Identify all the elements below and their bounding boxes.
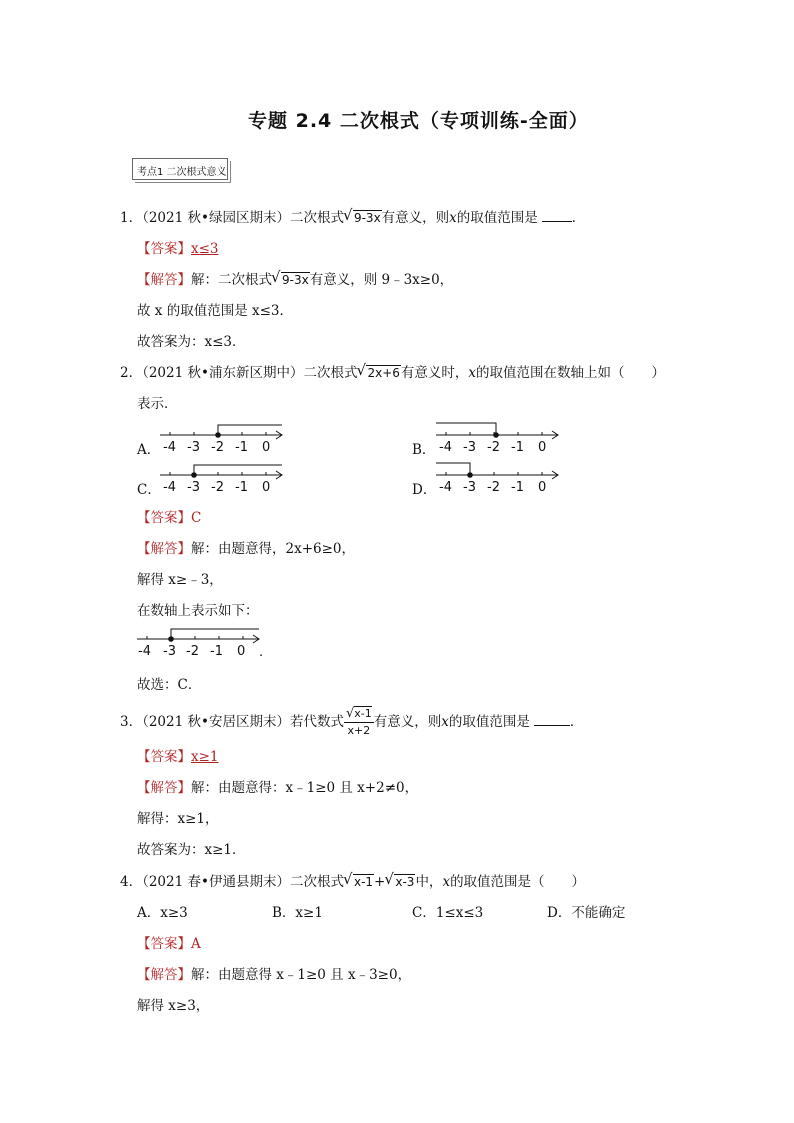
numberline-point <box>215 432 221 438</box>
svg-text:0: 0 <box>237 644 246 659</box>
q2-solution-line-1: 【解答】解：由题意得，2x+6≥0， <box>137 541 356 557</box>
q4-answer: 【答案】A <box>137 936 201 952</box>
svg-text:-4: -4 <box>163 480 176 495</box>
numberline-point <box>168 636 174 642</box>
q1-answer-blank <box>542 221 572 222</box>
question-1: 1．（2021 秋•绿园区期末）二次根式√ 9-3x有意义，则x的取值范围是 ． <box>120 210 585 226</box>
svg-text:-2: -2 <box>487 480 500 495</box>
svg-text:0: 0 <box>262 440 271 455</box>
svg-text:-4: -4 <box>163 440 176 455</box>
q2-radical: √ 2x+6 <box>358 365 400 381</box>
svg-text:-2: -2 <box>211 480 224 495</box>
svg-text:-4: -4 <box>138 644 151 659</box>
svg-text:-1: -1 <box>235 440 248 455</box>
q3-solution-line-3: 故答案为：x≥1． <box>137 842 246 858</box>
svg-text:-3: -3 <box>163 644 176 659</box>
section-tag: 考点1 二次根式意义 <box>132 158 228 180</box>
q3-solution-line-2: 解得：x≥1， <box>137 811 219 827</box>
q4-solution-line-1: 【解答】解：由题意得 x﹣1≥0 且 x﹣3≥0， <box>137 967 412 983</box>
q2-option-c-numberline <box>158 460 288 500</box>
svg-text:0: 0 <box>262 480 271 495</box>
q2-solution-line-2: 解得 x≥﹣3， <box>137 572 223 588</box>
q2-solution-line-4: 故选：C． <box>137 677 202 693</box>
svg-text:0: 0 <box>538 440 547 455</box>
svg-text:.: . <box>259 645 264 660</box>
svg-text:-3: -3 <box>463 480 476 495</box>
svg-text:0: 0 <box>538 480 547 495</box>
q4-option-c: C．1≤x≤3 <box>412 905 484 921</box>
svg-text:-4: -4 <box>439 440 452 455</box>
svg-text:-3: -3 <box>463 440 476 455</box>
q2-option-b-numberline <box>434 420 564 460</box>
q2-solution-line-3: 在数轴上表示如下： <box>137 603 259 619</box>
page-title: 专题 2.4 二次根式（专项训练-全面） <box>248 110 589 132</box>
svg-text:-3: -3 <box>187 480 200 495</box>
svg-text:-1: -1 <box>235 480 248 495</box>
q4-solution-line-2: 解得 x≥3， <box>137 998 210 1014</box>
q3-solution-line-1: 【解答】解：由题意得：x﹣1≥0 且 x+2≠0， <box>137 780 419 796</box>
q2-option-b-label: B． <box>412 442 436 458</box>
svg-text:-1: -1 <box>210 644 223 659</box>
q3-fraction: $\frac{√x-1}{x+2}$ <box>345 706 372 737</box>
q2-option-d-numberline <box>434 460 564 500</box>
q2-option-a-numberline <box>158 420 288 460</box>
svg-text:-2: -2 <box>211 440 224 455</box>
q1-number: 1． <box>120 210 143 226</box>
q2-option-a-label: A． <box>137 442 161 458</box>
q4-option-a: A．x≥3 <box>137 905 188 921</box>
q1-solution-line-2: 故 x 的取值范围是 x≤3． <box>137 303 294 319</box>
q4-radical-2: √ x-3 <box>386 874 415 890</box>
q4-option-d: D．不能确定 <box>547 905 626 921</box>
q2-option-c-label: C． <box>137 482 161 498</box>
svg-text:-2: -2 <box>186 644 199 659</box>
numberline-point <box>191 472 197 478</box>
svg-text:-4: -4 <box>439 480 452 495</box>
q1-source: （2021 秋•绿园区期末） <box>142 210 290 226</box>
q1-solution-line-3: 故答案为：x≤3． <box>137 334 246 350</box>
q2-option-d-label: D． <box>412 482 437 498</box>
question-4: 4．（2021 春•伊通县期末）二次根式√ x-1+√ x-3中，x的取值范围是（ ） <box>120 874 585 890</box>
svg-text:-2: -2 <box>487 440 500 455</box>
q1-radical: √ 9-3x <box>345 210 382 226</box>
question-3: 3．（2021 秋•安居区期末）若代数式 $\frac{√x-1}{x+2}$ 有意义，则x的取值范围是 ． <box>120 706 584 737</box>
q3-answer: 【答案】x≥1 <box>137 749 219 765</box>
q2-line-2: 表示． <box>137 396 178 412</box>
q4-radical-1: √ x-1 <box>345 874 374 890</box>
numberline-point <box>467 472 473 478</box>
q3-answer-blank <box>534 725 570 726</box>
question-2: 2．（2021 秋•浦东新区期中）二次根式√ 2x+6有意义时，x的取值范围在数轴上如（ ） <box>120 365 665 381</box>
numberline-point <box>493 432 499 438</box>
q4-option-b: B．x≥1 <box>272 905 323 921</box>
svg-text:-3: -3 <box>187 440 200 455</box>
q1-solution-line-1: 【解答】解：二次根式√ 9-3x有意义，则 9﹣3x≥0， <box>137 272 453 288</box>
q2-solution-numberline <box>135 624 270 664</box>
q2-answer: 【答案】C <box>137 510 202 526</box>
svg-text:-1: -1 <box>511 440 524 455</box>
svg-text:-1: -1 <box>511 480 524 495</box>
q1-answer: 【答案】x≤3 <box>137 241 219 257</box>
